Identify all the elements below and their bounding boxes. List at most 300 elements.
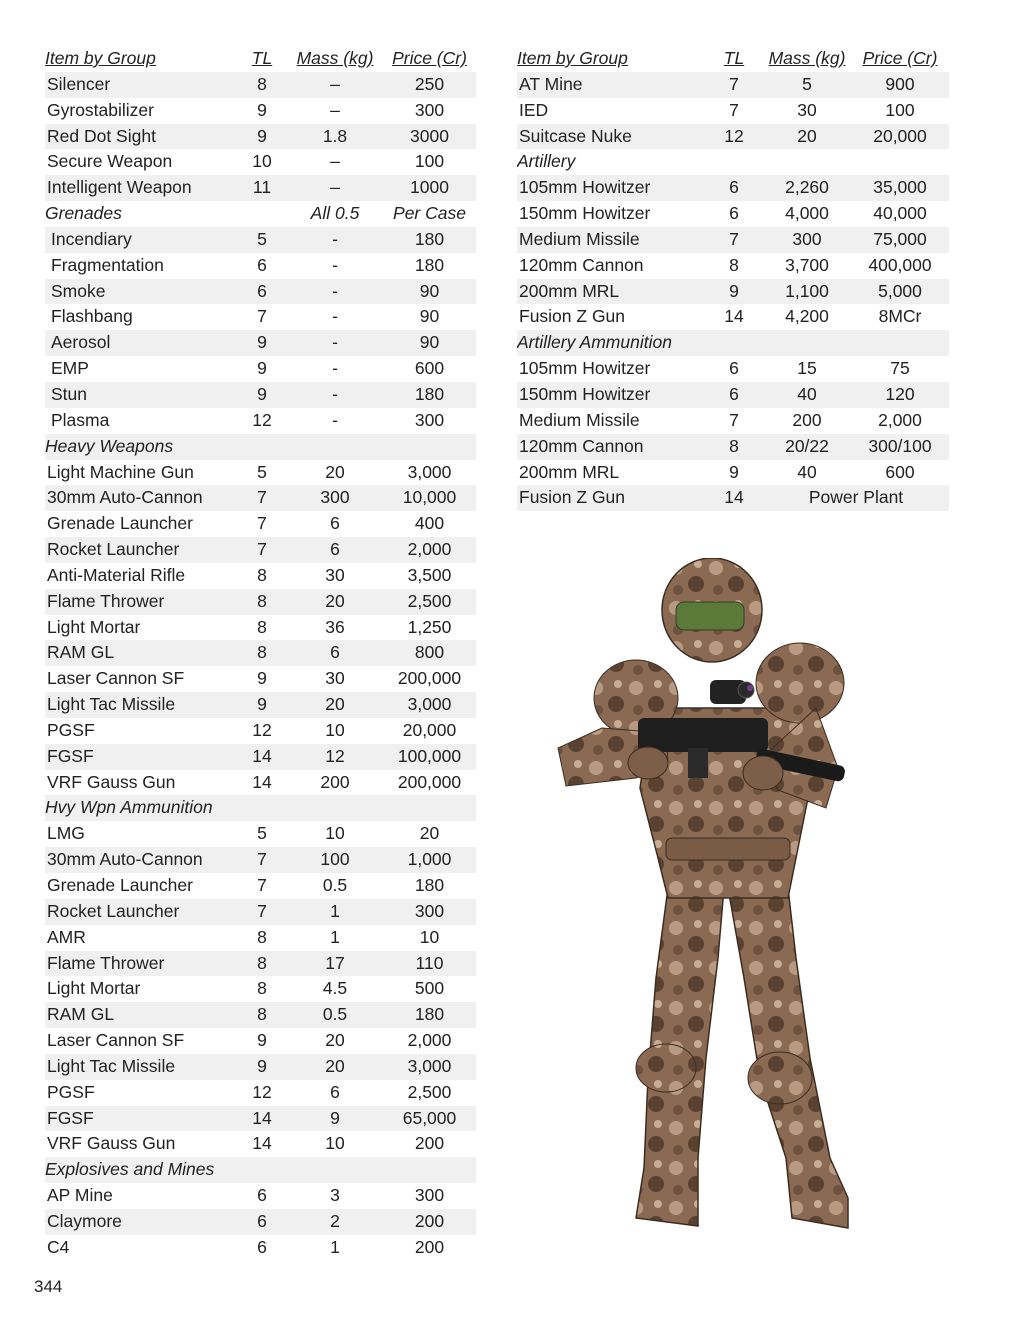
- table-row: [45, 304, 476, 330]
- mass-cell: 20: [325, 590, 345, 611]
- tl-cell: 14: [724, 487, 744, 508]
- item-cell: Grenades: [45, 203, 122, 224]
- table-row: [45, 1235, 476, 1261]
- table-row: [45, 149, 476, 175]
- item-cell: Incendiary: [51, 228, 132, 249]
- tl-cell: 12: [724, 125, 744, 146]
- table-row: [45, 666, 476, 692]
- price-cell: 180: [414, 875, 445, 895]
- item-cell: 105mm Howitzer: [519, 358, 651, 379]
- tl-cell: 8: [729, 254, 739, 275]
- table-row: [517, 201, 949, 227]
- tl-cell: 14: [252, 771, 272, 792]
- table-row: [45, 615, 476, 641]
- header-mass: Mass (kg): [768, 48, 846, 68]
- item-cell: Light Tac Missile: [47, 694, 176, 715]
- item-cell: 150mm Howitzer: [519, 383, 651, 404]
- table-row: [45, 1131, 476, 1157]
- mass-cell: [763, 330, 851, 356]
- header-mass: Mass (kg): [296, 48, 374, 68]
- tl-cell: 7: [257, 539, 267, 560]
- price-cell: 200,000: [397, 771, 462, 792]
- tl-cell: 12: [252, 409, 272, 430]
- mass-cell: 200: [320, 771, 350, 792]
- price-cell: 8MCr: [878, 306, 922, 327]
- mass-cell: [287, 1157, 383, 1183]
- price-cell: 90: [419, 306, 440, 327]
- tl-cell: 5: [257, 461, 267, 482]
- price-cell: 40,000: [873, 203, 927, 224]
- table-body-left: [45, 72, 476, 1261]
- tl-cell: 9: [257, 1030, 267, 1051]
- tl-cell: 7: [257, 849, 267, 870]
- mass-cell: [287, 795, 383, 821]
- mass-cell: -: [332, 280, 338, 301]
- price-cell: 1000: [410, 177, 449, 198]
- tl-cell: 14: [252, 1133, 272, 1154]
- group-header-row: [517, 330, 949, 356]
- item-cell: Laser Cannon SF: [47, 668, 185, 689]
- table-header-row: [517, 46, 949, 72]
- tl-cell: 6: [729, 203, 739, 224]
- tl-cell: 12: [252, 1081, 272, 1102]
- table-row: [517, 460, 949, 486]
- item-cell: Hvy Wpn Ammunition: [45, 797, 213, 818]
- item-cell: Gyrostabilizer: [47, 99, 154, 120]
- tl-cell: 7: [729, 99, 739, 120]
- item-cell: Medium Missile: [519, 409, 640, 430]
- tl-cell: 7: [257, 306, 267, 327]
- item-cell: Suitcase Nuke: [519, 125, 632, 146]
- mass-cell: 100: [320, 849, 350, 870]
- table-row: [45, 640, 476, 666]
- tl-cell: 7: [729, 228, 739, 249]
- tl-cell: 6: [257, 1236, 267, 1257]
- table-row: [45, 847, 476, 873]
- tl-cell: 9: [257, 1055, 267, 1076]
- tl-cell: 6: [257, 280, 267, 301]
- table-row: [45, 821, 476, 847]
- price-cell: 3,000: [407, 461, 452, 482]
- mass-cell: 10: [325, 1133, 345, 1154]
- item-cell: AT Mine: [519, 73, 583, 94]
- mass-cell: -: [332, 254, 338, 275]
- item-cell: 120mm Cannon: [519, 435, 644, 456]
- header-tl: TL: [723, 48, 745, 68]
- price-cell: 300: [414, 409, 445, 430]
- tl-cell: [705, 330, 763, 356]
- mass-cell: 1: [330, 1236, 340, 1257]
- item-cell: 200mm MRL: [519, 461, 620, 482]
- item-cell: Explosives and Mines: [45, 1159, 215, 1180]
- mass-cell: 9: [330, 1107, 340, 1128]
- mass-cell: 10: [325, 823, 345, 844]
- mass-cell: 6: [330, 539, 340, 560]
- table-row: [517, 279, 949, 305]
- tl-cell: 7: [257, 487, 267, 508]
- item-cell: Laser Cannon SF: [47, 1030, 185, 1051]
- item-cell: Silencer: [47, 73, 111, 94]
- mass-cell: -: [332, 358, 338, 379]
- price-cell: 200: [414, 1236, 445, 1257]
- table-header-row: [45, 46, 476, 72]
- group-header-row: [45, 201, 476, 227]
- table-row: [517, 382, 949, 408]
- mass-cell: 36: [325, 616, 345, 637]
- item-cell: EMP: [51, 358, 89, 379]
- tl-cell: 8: [257, 564, 267, 585]
- mass-cell: 30: [325, 668, 345, 689]
- table-row: [45, 330, 476, 356]
- tl-cell: 14: [252, 1107, 272, 1128]
- mass-cell: 20: [797, 125, 817, 146]
- mass-cell: –: [330, 99, 340, 120]
- tl-cell: 7: [257, 900, 267, 921]
- group-header-row: [45, 1157, 476, 1183]
- mass-cell: 30: [797, 99, 817, 120]
- price-cell: 600: [414, 358, 445, 379]
- item-cell: Flashbang: [51, 306, 133, 327]
- mass-cell: -: [332, 228, 338, 249]
- tl-cell: 8: [257, 978, 267, 999]
- mass-cell: All 0.5: [310, 203, 360, 224]
- tl-cell: 9: [257, 99, 267, 120]
- item-cell: Grenade Launcher: [47, 875, 193, 895]
- mass-cell: 3,700: [785, 254, 829, 275]
- table-row: [45, 925, 476, 951]
- mass-cell: 4,200: [785, 306, 829, 327]
- price-cell: 300: [414, 1185, 445, 1206]
- price-cell: 300: [414, 900, 445, 921]
- mass-cell: 1,100: [785, 280, 829, 301]
- tl-cell: [237, 434, 287, 460]
- group-header-row: [45, 434, 476, 460]
- mass-cell: 300: [320, 487, 350, 508]
- price-cell: 75,000: [873, 228, 927, 249]
- mass-cell: 30: [325, 564, 345, 585]
- item-cell: 30mm Auto-Cannon: [47, 487, 203, 508]
- item-cell: 105mm Howitzer: [519, 177, 651, 198]
- item-cell: Anti-Material Rifle: [47, 564, 186, 585]
- table-row: [517, 124, 949, 150]
- item-cell: Medium Missile: [519, 228, 640, 249]
- tl-cell: 9: [257, 332, 267, 353]
- table-row: [45, 408, 476, 434]
- item-cell: Plasma: [51, 409, 110, 430]
- table-row: [45, 279, 476, 305]
- tl-cell: 9: [257, 125, 267, 146]
- item-cell: 120mm Cannon: [519, 254, 644, 275]
- mass-cell: 0.5: [322, 1004, 348, 1025]
- mass-cell: 20: [325, 694, 345, 715]
- price-cell: [851, 330, 949, 356]
- mass-cell: 6: [330, 513, 340, 534]
- tl-cell: [705, 149, 763, 175]
- tl-cell: 8: [257, 1004, 267, 1025]
- item-cell: Fusion Z Gun: [519, 487, 626, 508]
- table-row: [517, 175, 949, 201]
- mass-cell: 1.8: [322, 125, 348, 146]
- table-row: [517, 72, 949, 98]
- item-cell: VRF Gauss Gun: [47, 771, 176, 792]
- price-cell: 2,000: [407, 1030, 452, 1051]
- item-cell: AP Mine: [47, 1185, 113, 1206]
- item-cell: Light Mortar: [47, 616, 141, 637]
- mass-cell: 2,260: [785, 177, 829, 198]
- price-cell: 20,000: [402, 719, 457, 740]
- header-price: Price (Cr): [392, 48, 467, 68]
- price-cell: 300: [414, 99, 445, 120]
- item-cell: Light Tac Missile: [47, 1055, 176, 1076]
- price-cell: 10,000: [402, 487, 457, 508]
- price-cell: 180: [414, 228, 445, 249]
- item-cell: RAM GL: [47, 1004, 115, 1025]
- table-body-right: [517, 72, 949, 511]
- item-cell: LMG: [47, 823, 85, 844]
- price-cell: [383, 1157, 476, 1183]
- price-cell: 2,000: [407, 539, 452, 560]
- item-cell: C4: [47, 1236, 70, 1257]
- tl-cell: 9: [257, 668, 267, 689]
- mass-cell: [287, 434, 383, 460]
- mass-cell: 17: [325, 952, 345, 973]
- table-row: [45, 1183, 476, 1209]
- tl-cell: [237, 1157, 287, 1183]
- tl-cell: 9: [729, 280, 739, 301]
- table-row: [517, 485, 949, 511]
- price-cell: [383, 795, 476, 821]
- item-cell: 30mm Auto-Cannon: [47, 849, 203, 870]
- price-cell: 5,000: [878, 280, 922, 301]
- table-row: [45, 382, 476, 408]
- item-cell: Light Mortar: [47, 978, 141, 999]
- mass-cell: -: [332, 409, 338, 430]
- mass-cell: 200: [792, 409, 822, 430]
- item-cell: Fusion Z Gun: [519, 306, 626, 327]
- price-cell: 65,000: [402, 1107, 457, 1128]
- price-cell: 180: [414, 383, 445, 404]
- mass-cell: 40: [797, 461, 817, 482]
- mass-cell: [763, 149, 851, 175]
- item-cell: FGSF: [47, 745, 94, 766]
- table-row: [45, 899, 476, 925]
- item-cell: Secure Weapon: [47, 151, 173, 172]
- table-row: [45, 1080, 476, 1106]
- item-cell: Grenade Launcher: [47, 513, 193, 534]
- item-cell: Artillery: [517, 151, 576, 172]
- table-row: [45, 770, 476, 796]
- price-cell: 90: [419, 332, 440, 353]
- tl-cell: 8: [257, 642, 267, 663]
- tl-cell: 6: [257, 1185, 267, 1206]
- price-cell: 1,250: [407, 616, 452, 637]
- price-cell: 300/100: [868, 435, 932, 456]
- table-row: [45, 175, 476, 201]
- tl-cell: 7: [257, 513, 267, 534]
- price-cell: 800: [414, 642, 445, 663]
- tl-cell: 8: [257, 73, 267, 94]
- price-cell: [383, 434, 476, 460]
- item-cell: RAM GL: [47, 642, 115, 663]
- merged-cell: Power Plant: [808, 487, 904, 508]
- mass-cell: 20: [325, 1055, 345, 1076]
- table-row: [517, 304, 949, 330]
- mass-cell: –: [330, 177, 340, 198]
- table-row: [45, 1106, 476, 1132]
- tl-cell: 14: [252, 745, 272, 766]
- price-cell: [851, 149, 949, 175]
- mass-cell: 4.5: [322, 978, 348, 999]
- table-row: [45, 356, 476, 382]
- price-cell: 400: [414, 513, 445, 534]
- mass-cell: 3: [330, 1185, 340, 1206]
- price-cell: 600: [885, 461, 915, 482]
- tl-cell: 9: [257, 358, 267, 379]
- price-cell: 1,000: [407, 849, 452, 870]
- price-cell: 2,500: [407, 590, 452, 611]
- price-cell: 20: [419, 823, 440, 844]
- price-cell: 90: [419, 280, 440, 301]
- price-cell: 180: [414, 1004, 445, 1025]
- mass-cell: 15: [797, 358, 817, 379]
- item-cell: Heavy Weapons: [45, 435, 174, 456]
- tl-cell: 9: [257, 383, 267, 404]
- price-cell: 200: [414, 1210, 445, 1231]
- item-cell: 150mm Howitzer: [519, 203, 651, 224]
- table-row: [45, 951, 476, 977]
- price-cell: 3,000: [407, 1055, 452, 1076]
- table-row: [45, 460, 476, 486]
- mass-cell: 40: [797, 383, 817, 404]
- tl-cell: 7: [729, 409, 739, 430]
- mass-cell: 4,000: [785, 203, 829, 224]
- price-cell: 75: [890, 358, 910, 379]
- tl-cell: 6: [729, 177, 739, 198]
- table-row: [517, 356, 949, 382]
- tl-cell: [237, 201, 287, 227]
- table-row: [45, 72, 476, 98]
- price-cell: 3,000: [407, 694, 452, 715]
- table-row: [517, 98, 949, 124]
- item-cell: AMR: [47, 926, 86, 947]
- equipment-table-left: [45, 46, 476, 1261]
- item-cell: Intelligent Weapon: [47, 177, 192, 198]
- price-cell: 110: [415, 952, 444, 973]
- table-row: [517, 434, 949, 460]
- item-cell: VRF Gauss Gun: [47, 1133, 176, 1154]
- tl-cell: 5: [257, 823, 267, 844]
- price-cell: 10: [419, 926, 440, 947]
- price-cell: 250: [414, 73, 445, 94]
- price-cell: 200: [414, 1133, 445, 1154]
- tl-cell: 12: [252, 719, 272, 740]
- mass-cell: 1: [330, 900, 340, 921]
- price-cell: 2,500: [407, 1081, 452, 1102]
- table-row: [45, 1054, 476, 1080]
- table-row: [517, 253, 949, 279]
- table-row: [45, 976, 476, 1002]
- table-row: [45, 744, 476, 770]
- table-row: [45, 1002, 476, 1028]
- mass-cell: –: [330, 151, 340, 172]
- tl-cell: 6: [257, 254, 267, 275]
- tl-cell: 10: [252, 151, 272, 172]
- tl-cell: 6: [257, 1210, 267, 1231]
- equipment-table-right: [517, 46, 949, 511]
- price-cell: 35,000: [873, 177, 927, 198]
- table-row: [45, 873, 476, 899]
- item-cell: PGSF: [47, 719, 95, 740]
- table-row: [45, 1028, 476, 1054]
- tl-cell: 8: [257, 590, 267, 611]
- header-tl: TL: [251, 48, 273, 68]
- mass-cell: –: [330, 73, 340, 94]
- mass-cell: 20: [325, 461, 345, 482]
- price-cell: 900: [885, 73, 915, 94]
- item-cell: Red Dot Sight: [47, 125, 156, 146]
- mass-cell: -: [332, 306, 338, 327]
- header-price: Price (Cr): [862, 48, 938, 68]
- tl-cell: 14: [724, 306, 744, 327]
- item-cell: Smoke: [51, 280, 106, 301]
- mass-cell: -: [332, 383, 338, 404]
- mass-cell: -: [332, 332, 338, 353]
- tl-cell: [237, 795, 287, 821]
- group-header-row: [517, 149, 949, 175]
- mass-cell: 6: [330, 1081, 340, 1102]
- price-cell: 100: [885, 99, 915, 120]
- item-cell: Rocket Launcher: [47, 900, 180, 921]
- tl-cell: 7: [729, 73, 739, 94]
- tl-cell: 5: [257, 228, 267, 249]
- price-cell: Per Case: [393, 203, 466, 224]
- tl-cell: 8: [257, 926, 267, 947]
- tl-cell: 9: [729, 461, 739, 482]
- tl-cell: 6: [729, 358, 739, 379]
- table-row: [45, 1209, 476, 1235]
- item-cell: Aerosol: [51, 332, 111, 353]
- table-row: [45, 537, 476, 563]
- price-cell: 400,000: [868, 254, 932, 275]
- price-cell: 3000: [410, 125, 449, 146]
- table-row: [45, 253, 476, 279]
- table-row: [45, 485, 476, 511]
- item-cell: Stun: [51, 383, 87, 404]
- item-cell: Fragmentation: [51, 254, 164, 275]
- item-cell: PGSF: [47, 1081, 95, 1102]
- table-row: [45, 98, 476, 124]
- page-number: 344: [34, 1277, 63, 1296]
- item-cell: Rocket Launcher: [47, 539, 180, 560]
- table-row: [45, 227, 476, 253]
- price-cell: 100: [414, 151, 445, 172]
- table-row: [45, 692, 476, 718]
- mass-cell: 5: [802, 73, 812, 94]
- item-cell: Claymore: [47, 1210, 122, 1231]
- table-row: [45, 718, 476, 744]
- tl-cell: 9: [257, 694, 267, 715]
- armored-soldier-illustration: [548, 558, 868, 1248]
- table-row: [517, 227, 949, 253]
- item-cell: Flame Thrower: [47, 590, 165, 611]
- price-cell: 120: [885, 383, 915, 404]
- mass-cell: 10: [325, 719, 345, 740]
- table-row: [45, 563, 476, 589]
- table-row: [517, 408, 949, 434]
- mass-cell: 0.5: [322, 875, 348, 895]
- price-cell: 100,000: [397, 745, 462, 766]
- item-cell: Flame Thrower: [47, 952, 165, 973]
